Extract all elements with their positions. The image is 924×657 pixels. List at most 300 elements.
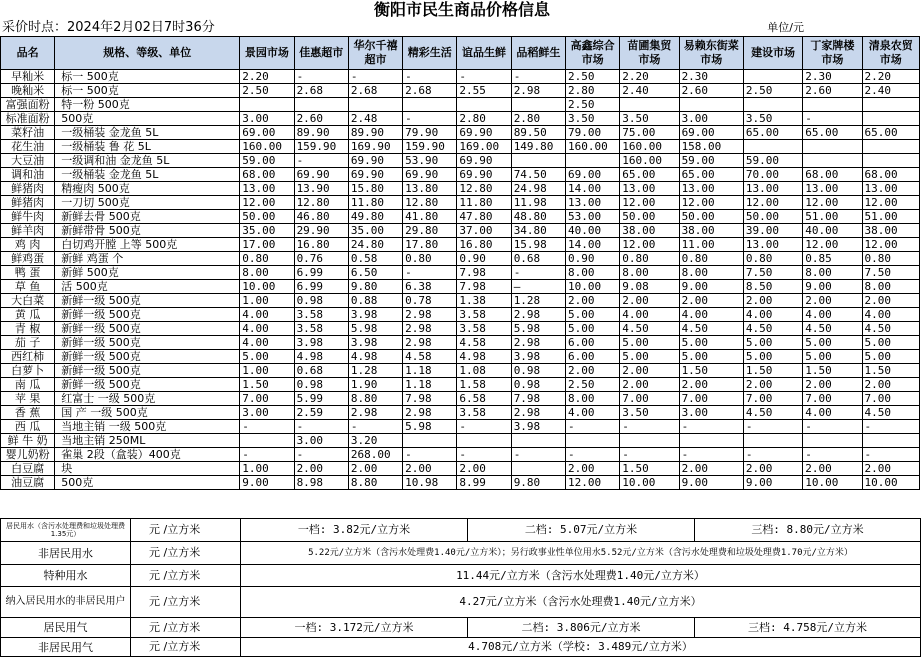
price-cell: — — [511, 280, 565, 294]
price-cell: 2.00 — [679, 294, 743, 308]
price-cell: 13.00 — [620, 182, 679, 196]
item-spec: 新鲜 鸡蛋 个 — [55, 252, 240, 266]
price-cell: 169.00 — [457, 140, 511, 154]
price-cell: 2.00 — [743, 378, 802, 392]
price-cell: 2.30 — [803, 70, 862, 84]
price-cell — [679, 434, 743, 448]
price-cell: 3.00 — [240, 406, 294, 420]
special-water-row — [1, 565, 921, 587]
price-cell: 2.00 — [803, 294, 862, 308]
table-row — [1, 378, 920, 392]
price-cell: 160.00 — [620, 140, 679, 154]
price-cell: 4.50 — [743, 322, 802, 336]
price-cell: 1.38 — [457, 294, 511, 308]
price-cell: 4.98 — [348, 350, 402, 364]
resident-water-row — [1, 519, 921, 542]
price-cell: 2.50 — [240, 84, 294, 98]
price-cell: 40.00 — [803, 224, 862, 238]
price-cell — [803, 140, 862, 154]
price-cell — [240, 98, 294, 112]
table-row — [1, 182, 920, 196]
price-cell — [565, 154, 619, 168]
price-cell: 13.00 — [803, 182, 862, 196]
price-cell: 3.58 — [457, 406, 511, 420]
price-cell: 29.80 — [403, 224, 457, 238]
price-cell: 0.80 — [862, 252, 919, 266]
price-cell: - — [679, 448, 743, 462]
price-cell — [348, 98, 402, 112]
price-cell: 41.80 — [403, 210, 457, 224]
price-cell: 4.00 — [240, 308, 294, 322]
price-cell: - — [565, 448, 619, 462]
item-name: 黄 瓜 — [1, 308, 55, 322]
price-cell: 14.00 — [565, 182, 619, 196]
price-cell: 8.00 — [565, 266, 619, 280]
price-cell: 158.00 — [679, 140, 743, 154]
price-cell: 12.00 — [620, 238, 679, 252]
price-cell: 79.90 — [403, 126, 457, 140]
price-cell — [743, 98, 802, 112]
price-cell: 11.00 — [679, 238, 743, 252]
price-cell: 2.68 — [294, 84, 348, 98]
item-name: 鲜牛肉 — [1, 210, 55, 224]
price-cell: 2.00 — [565, 462, 619, 476]
price-cell: 7.00 — [240, 392, 294, 406]
price-cell: - — [403, 266, 457, 280]
price-cell: - — [803, 420, 862, 434]
price-cell: 2.00 — [862, 294, 919, 308]
table-row — [1, 336, 920, 350]
price-cell: 15.98 — [511, 238, 565, 252]
table-row — [1, 392, 920, 406]
price-cell: 6.58 — [457, 392, 511, 406]
price-cell: 2.98 — [511, 406, 565, 420]
price-cell: 2.50 — [743, 84, 802, 98]
resident-gas-tier3: 三档: 4.758元/立方米 — [695, 618, 921, 638]
price-cell: 2.00 — [862, 378, 919, 392]
price-cell: 13.00 — [565, 196, 619, 210]
price-cell: 65.00 — [620, 168, 679, 182]
price-cell: 2.80 — [511, 112, 565, 126]
price-cell: 8.00 — [565, 392, 619, 406]
price-cell — [803, 154, 862, 168]
price-cell: 3.00 — [679, 406, 743, 420]
price-cell: 6.00 — [565, 350, 619, 364]
price-cell: 2.50 — [565, 98, 619, 112]
price-cell: 1.28 — [511, 294, 565, 308]
price-cell: 2.30 — [679, 70, 743, 84]
price-cell: 38.00 — [862, 224, 919, 238]
item-spec: 新鲜一级 500克 — [55, 350, 240, 364]
price-cell: 69.90 — [294, 168, 348, 182]
item-name: 婴儿奶粉 — [1, 448, 55, 462]
price-cell: 4.00 — [679, 308, 743, 322]
resident-gas-tier2: 二档: 3.806元/立方米 — [468, 618, 695, 638]
price-cell: 68.00 — [803, 168, 862, 182]
table-row — [1, 364, 920, 378]
item-spec: 特一粉 500克 — [55, 98, 240, 112]
price-cell: 29.90 — [294, 224, 348, 238]
price-cell: - — [457, 70, 511, 84]
price-cell: 4.00 — [620, 308, 679, 322]
price-cell — [620, 98, 679, 112]
item-spec: 500克 — [55, 476, 240, 490]
header-market: 清泉农贸市场 — [862, 37, 919, 70]
price-cell: 9.80 — [511, 476, 565, 490]
price-cell: 9.00 — [743, 476, 802, 490]
price-cell: 70.00 — [743, 168, 802, 182]
price-cell: 13.80 — [403, 182, 457, 196]
price-cell — [862, 154, 919, 168]
table-row — [1, 476, 920, 490]
header-market: 谊品生鲜 — [457, 37, 511, 70]
header-market: 丁家牌楼市场 — [803, 37, 862, 70]
item-name: 富强面粉 — [1, 98, 55, 112]
price-cell: 2.80 — [457, 112, 511, 126]
item-spec: 新鲜一级 500克 — [55, 322, 240, 336]
price-cell: 34.80 — [511, 224, 565, 238]
price-cell: 69.90 — [348, 168, 402, 182]
price-cell: 2.98 — [403, 406, 457, 420]
price-cell: 35.00 — [348, 224, 402, 238]
price-cell: 13.00 — [743, 182, 802, 196]
price-cell: 6.38 — [403, 280, 457, 294]
item-spec: 精瘦肉 500克 — [55, 182, 240, 196]
price-cell: 5.00 — [803, 350, 862, 364]
resident-water-tier2: 二档: 5.07元/立方米 — [468, 519, 695, 542]
price-cell: 5.00 — [679, 336, 743, 350]
price-cell: 5.00 — [565, 308, 619, 322]
price-cell: 13.00 — [679, 182, 743, 196]
price-cell: 2.50 — [565, 70, 619, 84]
item-name: 油豆腐 — [1, 476, 55, 490]
price-cell: 4.50 — [862, 322, 919, 336]
price-cell: - — [803, 112, 862, 126]
item-name: 西 瓜 — [1, 420, 55, 434]
item-name: 南 瓜 — [1, 378, 55, 392]
price-cell — [743, 434, 802, 448]
price-cell: 2.00 — [743, 462, 802, 476]
price-cell: 40.00 — [565, 224, 619, 238]
price-cell: 4.50 — [862, 406, 919, 420]
special-water-unit: 元 /立方米 — [131, 565, 241, 587]
price-cell: 35.00 — [240, 224, 294, 238]
item-name: 香 蕉 — [1, 406, 55, 420]
table-row — [1, 98, 920, 112]
price-cell: 5.00 — [620, 350, 679, 364]
price-cell: 6.00 — [565, 336, 619, 350]
price-cell — [511, 98, 565, 112]
price-cell: - — [457, 420, 511, 434]
price-cell: 3.50 — [620, 406, 679, 420]
price-cell — [403, 98, 457, 112]
price-cell: 16.80 — [457, 238, 511, 252]
price-cell: 11.80 — [457, 196, 511, 210]
price-cell: 51.00 — [803, 210, 862, 224]
price-cell: 1.00 — [240, 462, 294, 476]
included-nonresident-unit: 元 /立方米 — [131, 587, 241, 618]
price-cell: 10.00 — [803, 476, 862, 490]
resident-water-unit: 元 /立方米 — [131, 519, 241, 542]
price-cell: 2.00 — [620, 294, 679, 308]
price-cell: 6.99 — [294, 280, 348, 294]
price-cell: 15.80 — [348, 182, 402, 196]
included-nonresident-detail: 4.27元/立方米（含污水处理费1.40元/立方米） — [241, 587, 921, 618]
item-spec: 一级桶装 金龙鱼 5L — [55, 126, 240, 140]
price-cell: 2.60 — [294, 112, 348, 126]
item-spec: 一刀切 500克 — [55, 196, 240, 210]
price-cell: 1.50 — [803, 364, 862, 378]
price-cell: 4.00 — [240, 336, 294, 350]
table-row — [1, 196, 920, 210]
item-spec: 当地主销 一级 500克 — [55, 420, 240, 434]
price-cell: 53.90 — [403, 154, 457, 168]
item-name: 鲜猪肉 — [1, 182, 55, 196]
price-cell: 10.00 — [565, 280, 619, 294]
price-cell: 4.00 — [803, 308, 862, 322]
price-cell: 5.00 — [862, 350, 919, 364]
header-spec: 规格、等级、单位 — [55, 37, 240, 70]
price-cell: 268.00 — [348, 448, 402, 462]
price-cell: 12.80 — [457, 182, 511, 196]
table-row — [1, 140, 920, 154]
price-cell — [803, 434, 862, 448]
price-cell: 5.00 — [803, 336, 862, 350]
price-cell: 0.98 — [294, 294, 348, 308]
table-row — [1, 308, 920, 322]
header-market: 建设市场 — [743, 37, 802, 70]
price-cell: 2.50 — [565, 378, 619, 392]
price-cell: 3.98 — [294, 336, 348, 350]
price-cell: 2.00 — [743, 294, 802, 308]
price-cell: 3.50 — [743, 112, 802, 126]
price-cell: 0.98 — [294, 378, 348, 392]
price-cell: 0.90 — [457, 252, 511, 266]
price-cell: - — [403, 70, 457, 84]
price-cell: 4.00 — [240, 322, 294, 336]
price-cell: 8.99 — [457, 476, 511, 490]
item-name: 晚籼米 — [1, 84, 55, 98]
price-cell: 1.50 — [743, 364, 802, 378]
price-cell: 69.90 — [348, 154, 402, 168]
price-cell: 2.80 — [565, 84, 619, 98]
price-cell: 6.50 — [348, 266, 402, 280]
price-cell: 4.00 — [743, 308, 802, 322]
price-cell — [457, 434, 511, 448]
price-cell: - — [803, 448, 862, 462]
price-cell: 9.00 — [803, 280, 862, 294]
price-cell — [511, 434, 565, 448]
price-cell: 1.18 — [403, 364, 457, 378]
item-name: 鸭 蛋 — [1, 266, 55, 280]
price-cell: 160.00 — [240, 140, 294, 154]
item-name: 调和油 — [1, 168, 55, 182]
price-cell: 0.85 — [803, 252, 862, 266]
price-cell: 1.50 — [679, 364, 743, 378]
price-cell: 4.50 — [620, 322, 679, 336]
table-row — [1, 420, 920, 434]
table-row — [1, 280, 920, 294]
price-cell: - — [403, 448, 457, 462]
nonresident-gas-unit: 元 /立方米 — [131, 638, 241, 657]
price-cell: 7.50 — [743, 266, 802, 280]
price-cell: 0.78 — [403, 294, 457, 308]
resident-gas-tier1: 一档: 3.172元/立方米 — [241, 618, 468, 638]
price-cell: - — [294, 448, 348, 462]
item-spec: 块 — [55, 462, 240, 476]
price-cell: 12.00 — [620, 196, 679, 210]
price-cell: 8.00 — [803, 266, 862, 280]
item-name: 花生油 — [1, 140, 55, 154]
price-cell — [403, 434, 457, 448]
price-cell: - — [743, 420, 802, 434]
resident-water-tier1: 一档: 3.82元/立方米 — [241, 519, 468, 542]
price-cell: 89.90 — [294, 126, 348, 140]
price-cell: 59.00 — [743, 154, 802, 168]
item-spec: 一级桶装 金龙鱼 5L — [55, 168, 240, 182]
price-cell: 46.80 — [294, 210, 348, 224]
nonresident-gas-detail: 4.708元/立方米（学校: 3.489元/立方米） — [241, 638, 921, 657]
price-cell: 10.00 — [862, 476, 919, 490]
price-cell: 37.00 — [457, 224, 511, 238]
price-cell: 12.00 — [862, 238, 919, 252]
price-cell: 13.90 — [294, 182, 348, 196]
item-name: 西红柿 — [1, 350, 55, 364]
price-cell: 7.50 — [862, 266, 919, 280]
price-cell: 1.50 — [240, 378, 294, 392]
price-cell: 3.58 — [294, 308, 348, 322]
table-row — [1, 70, 920, 84]
price-cell: 17.00 — [240, 238, 294, 252]
price-cell: 24.98 — [511, 182, 565, 196]
price-cell: 3.98 — [511, 350, 565, 364]
price-cell: 69.00 — [240, 126, 294, 140]
price-cell: - — [294, 154, 348, 168]
price-cell — [240, 434, 294, 448]
price-cell: 59.00 — [679, 154, 743, 168]
item-name: 草 鱼 — [1, 280, 55, 294]
special-water-name: 特种用水 — [1, 565, 131, 587]
price-cell: 3.50 — [565, 112, 619, 126]
price-cell: 5.98 — [403, 420, 457, 434]
price-cell: 5.98 — [511, 322, 565, 336]
item-name: 大白菜 — [1, 294, 55, 308]
price-cell: 2.68 — [403, 84, 457, 98]
price-cell: 5.00 — [679, 350, 743, 364]
price-cell: 48.80 — [511, 210, 565, 224]
price-cell: 0.58 — [348, 252, 402, 266]
price-cell: 1.50 — [862, 364, 919, 378]
price-cell: 7.00 — [743, 392, 802, 406]
price-cell: 0.98 — [511, 378, 565, 392]
item-name: 鲜 牛 奶 — [1, 434, 55, 448]
price-cell: 3.98 — [348, 336, 402, 350]
price-cell: 50.00 — [743, 210, 802, 224]
price-cell: 2.55 — [457, 84, 511, 98]
price-cell: 5.00 — [862, 336, 919, 350]
price-cell: 8.80 — [348, 392, 402, 406]
price-cell: 2.98 — [511, 308, 565, 322]
item-name: 鲜羊肉 — [1, 224, 55, 238]
price-cell: 1.00 — [240, 294, 294, 308]
item-name: 茄 子 — [1, 336, 55, 350]
header-market: 苗圃集贸市场 — [620, 37, 679, 70]
price-cell: 69.00 — [565, 168, 619, 182]
price-cell: - — [620, 448, 679, 462]
price-cell: - — [679, 420, 743, 434]
price-cell: 5.00 — [743, 336, 802, 350]
price-cell: 0.80 — [403, 252, 457, 266]
price-cell — [862, 140, 919, 154]
header-market: 佳惠超市 — [294, 37, 348, 70]
price-cell: 2.00 — [679, 378, 743, 392]
collection-time: 采价时点：2024年2月02日7时36分 — [2, 20, 215, 35]
price-cell: 69.00 — [679, 126, 743, 140]
price-cell: 10.98 — [403, 476, 457, 490]
utility-table — [0, 518, 921, 657]
price-cell: 13.00 — [862, 182, 919, 196]
price-cell: 1.00 — [240, 364, 294, 378]
price-cell: 160.00 — [565, 140, 619, 154]
price-cell: 89.50 — [511, 126, 565, 140]
price-cell: 2.00 — [348, 462, 402, 476]
price-cell: 2.98 — [403, 322, 457, 336]
price-cell: 5.00 — [565, 322, 619, 336]
item-spec: 标一 500克 — [55, 84, 240, 98]
price-cell: 65.00 — [679, 168, 743, 182]
price-cell: 8.00 — [240, 266, 294, 280]
table-row — [1, 252, 920, 266]
price-cell: 9.00 — [679, 476, 743, 490]
price-cell: 89.90 — [348, 126, 402, 140]
nonresident-gas-name: 非居民用气 — [1, 638, 131, 657]
table-row — [1, 168, 920, 182]
price-cell: 2.98 — [511, 336, 565, 350]
price-cell: 1.58 — [457, 378, 511, 392]
header-name: 品名 — [1, 37, 55, 70]
table-row — [1, 462, 920, 476]
table-row — [1, 406, 920, 420]
price-cell — [743, 70, 802, 84]
price-cell: 4.58 — [457, 336, 511, 350]
price-cell: 2.00 — [679, 462, 743, 476]
price-cell: 68.00 — [240, 168, 294, 182]
price-cell: 12.00 — [565, 476, 619, 490]
price-cell: - — [294, 420, 348, 434]
item-name: 白豆腐 — [1, 462, 55, 476]
price-cell: 2.20 — [620, 70, 679, 84]
price-cell: - — [240, 420, 294, 434]
price-cell: 3.58 — [457, 308, 511, 322]
item-spec: 红富士 一级 500克 — [55, 392, 240, 406]
price-cell: 10.00 — [240, 280, 294, 294]
price-cell: 5.99 — [294, 392, 348, 406]
header-market: 易赖东街菜市场 — [679, 37, 743, 70]
price-cell: 2.00 — [403, 462, 457, 476]
price-cell: 7.00 — [679, 392, 743, 406]
header-market: 精彩生活 — [403, 37, 457, 70]
price-cell: 12.80 — [294, 196, 348, 210]
price-cell: 1.50 — [620, 462, 679, 476]
price-cell: 17.80 — [403, 238, 457, 252]
price-cell: 1.08 — [457, 364, 511, 378]
price-cell: 65.00 — [803, 126, 862, 140]
unit-label: 单位/元 — [767, 21, 804, 34]
price-cell: 4.98 — [294, 350, 348, 364]
price-cell — [511, 154, 565, 168]
price-cell: 2.68 — [348, 84, 402, 98]
price-cell: 47.80 — [457, 210, 511, 224]
